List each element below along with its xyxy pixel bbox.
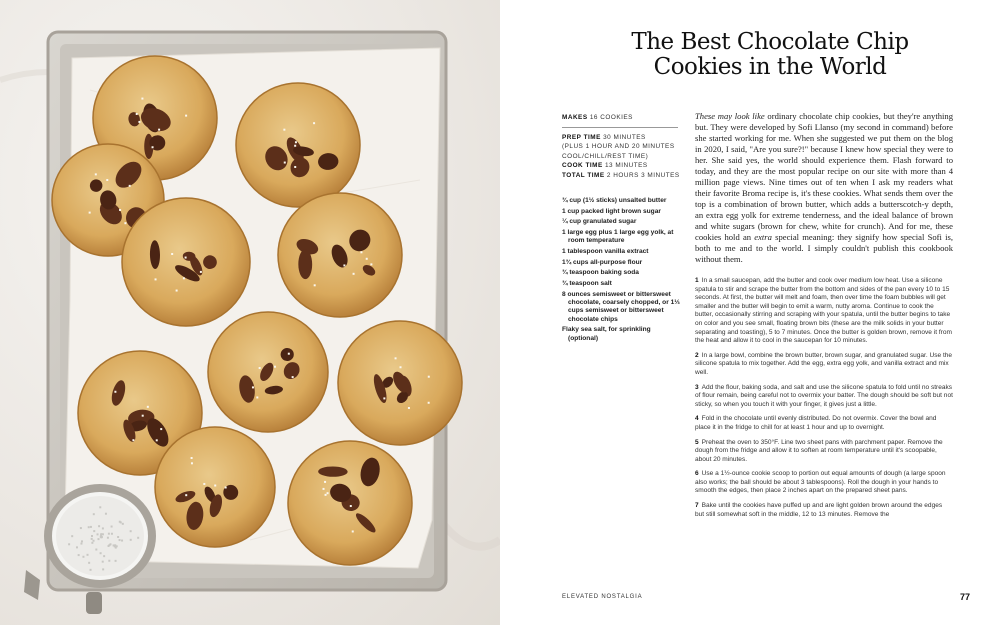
recipe-title-line-2: Cookies in the World bbox=[653, 54, 887, 80]
sea-salt-flake bbox=[352, 530, 354, 532]
sea-salt-flake bbox=[283, 129, 285, 131]
salt-fleck bbox=[108, 533, 110, 535]
sea-salt-flake bbox=[191, 457, 193, 459]
step-5 bbox=[695, 439, 953, 465]
step-7 bbox=[695, 502, 953, 519]
sea-salt-flake bbox=[124, 222, 126, 224]
salt-fleck bbox=[93, 530, 95, 532]
sea-salt-flake bbox=[183, 277, 185, 279]
cookie bbox=[278, 193, 402, 317]
salt-fleck bbox=[97, 533, 99, 535]
sea-salt-flake bbox=[400, 366, 402, 368]
salt-fleck bbox=[88, 526, 90, 528]
sea-salt-flake bbox=[314, 284, 316, 286]
salt-fleck bbox=[80, 543, 82, 545]
sea-salt-flake bbox=[160, 428, 162, 430]
sea-salt-flake bbox=[203, 483, 205, 485]
salt-fleck bbox=[111, 526, 113, 528]
prep-time-label: PREP TIME bbox=[562, 133, 601, 141]
prep-time-value: 30 MINUTES bbox=[603, 133, 646, 141]
step-number: 2 bbox=[695, 351, 699, 359]
salt-fleck bbox=[98, 525, 100, 527]
sea-salt-flake bbox=[408, 407, 410, 409]
ingredient-item: 1 cup packed light brown sugar bbox=[562, 207, 661, 215]
step-4 bbox=[695, 415, 953, 432]
salt-fleck bbox=[71, 535, 73, 537]
salt-fleck bbox=[90, 526, 92, 528]
ingredient-item: ¾ teaspoon baking soda bbox=[562, 269, 639, 277]
sea-salt-flake bbox=[119, 209, 121, 211]
salt-fleck bbox=[87, 554, 89, 556]
running-footer: ELEVATED NOSTALGIA bbox=[562, 594, 643, 600]
sea-salt-flake bbox=[185, 494, 187, 496]
step-3 bbox=[695, 384, 953, 410]
ingredient-item: Flaky sea salt, for sprinkling (optional) bbox=[562, 326, 651, 342]
ingredient-item: 1¾ cups all-purpose flour bbox=[562, 258, 643, 266]
sea-salt-flake bbox=[259, 367, 261, 369]
sea-salt-flake bbox=[156, 439, 158, 441]
sea-salt-flake bbox=[147, 406, 149, 408]
sea-salt-flake bbox=[294, 166, 296, 168]
sea-salt-flake bbox=[95, 173, 97, 175]
step-text: In a large bowl, combine the brown butter, brown sugar, and granulated sugar. Use the silicone spatula to mix together. Add the egg, extra egg yolk, and vanilla extract and mix well. bbox=[695, 351, 953, 376]
cook-time-value: 13 MINUTES bbox=[605, 162, 648, 169]
cookie bbox=[236, 83, 360, 207]
sea-salt-flake bbox=[284, 162, 286, 164]
sea-salt-flake bbox=[171, 253, 173, 255]
ingredient-item: 8 ounces semisweet or bittersweet chocolate, coarsely chopped, or 1⅓ cups semisweet or bittersweet chocolate chips bbox=[562, 290, 680, 323]
sea-salt-flake bbox=[252, 386, 254, 388]
sea-salt-flake bbox=[323, 488, 325, 490]
sea-salt-flake bbox=[138, 121, 140, 123]
cookie bbox=[155, 427, 275, 547]
step-number: 6 bbox=[695, 470, 699, 478]
intro-lead: These may look like bbox=[695, 111, 765, 121]
salt-fleck bbox=[102, 568, 104, 570]
salt-fleck bbox=[115, 560, 117, 562]
sea-salt-flake bbox=[141, 98, 143, 100]
salt-fleck bbox=[130, 530, 132, 532]
sea-salt-flake bbox=[324, 481, 326, 483]
step-number: 7 bbox=[695, 502, 699, 510]
total-time-value: 2 HOURS 3 MINUTES bbox=[606, 171, 680, 179]
sea-salt-flake bbox=[200, 271, 202, 273]
recipe-page bbox=[500, 0, 1000, 625]
step-text: Add the flour, baking soda, and salt and use the silicone spatula to fold until no streaks of flour remain, being careful not to overmix your batter. The dough should be soft but not sticky, so when you touch it with your finger, it gives just a little. bbox=[695, 383, 953, 408]
salt-fleck bbox=[91, 542, 93, 544]
salt-fleck bbox=[102, 561, 104, 563]
step-2 bbox=[695, 352, 953, 378]
salt-fleck bbox=[130, 539, 132, 541]
cookie bbox=[122, 198, 250, 326]
salt-fleck bbox=[102, 527, 104, 529]
salt-fleck bbox=[91, 538, 93, 540]
salt-fleck bbox=[137, 537, 139, 539]
salt-fleck bbox=[102, 533, 104, 535]
sea-salt-flake bbox=[256, 396, 258, 398]
sea-salt-flake bbox=[360, 251, 362, 253]
step-text: Use a 1½-ounce cookie scoop to portion out equal amounts of dough (a large spoon also works; the ball should be about 3 tablespoons). Roll the dough in your hands to smooth the edges, then place 2 inches apart on the prepared sheet pans. bbox=[695, 470, 946, 495]
meta-divider bbox=[562, 127, 678, 128]
step-1 bbox=[695, 277, 953, 346]
sea-salt-flake bbox=[158, 129, 160, 131]
salt-fleck bbox=[107, 537, 109, 539]
salt-fleck bbox=[122, 523, 124, 525]
step-6 bbox=[695, 470, 953, 496]
sea-salt-flake bbox=[428, 402, 430, 404]
sea-salt-flake bbox=[152, 146, 154, 148]
total-time-label: TOTAL TIME bbox=[562, 171, 605, 179]
recipe-meta bbox=[562, 113, 678, 180]
cookie bbox=[288, 441, 412, 565]
sea-salt-flake bbox=[274, 366, 276, 368]
sea-salt-flake bbox=[288, 353, 290, 355]
method-steps bbox=[695, 277, 953, 525]
salt-fleck bbox=[99, 506, 101, 508]
prep-time-note-1: (PLUS 1 HOUR AND 20 MINUTES bbox=[562, 143, 675, 150]
ingredient-item: ¼ cup granulated sugar bbox=[562, 218, 637, 226]
salt-fleck bbox=[105, 513, 107, 515]
salt-fleck bbox=[116, 545, 118, 547]
sea-salt-flake bbox=[185, 257, 187, 259]
salt-fleck bbox=[119, 539, 121, 541]
intro-text: ordinary chocolate chip cookies, but they're anything but. They were developed by Sofi Llanso (my second in command) before she started working for me. When she suggested we put them on the blog in 2020, I said, "Are you sure?!" because I knew how special they were to her. She said yes, the world should experience them. Flash forward to today, and they are the most popular recipe on our site with more than 4 million page views. Nine times out of ten when I ask my readers what their favorite Broma recipe is, it's these cookies. What sends them over the top is a combination of brown butter, which adds a butterscotch-y depth, an extra egg yolk for extreme tenderness, and the ideal balance of brown and white sugars (brown for chew, white for crunch). And for me, these cookies hold an bbox=[695, 111, 953, 242]
salt-fleck bbox=[108, 544, 110, 546]
ingredient-item: 1 tablespoon vanilla extract bbox=[562, 248, 649, 256]
sea-salt-flake bbox=[114, 391, 116, 393]
sea-salt-flake bbox=[428, 376, 430, 378]
ingredient-item: ¾ cup (1½ sticks) unsalted butter bbox=[562, 197, 667, 204]
intro-end: special meaning: they signify how special Sofi is, both to me and to the world. I simply couldn't publish this cookbook without them. bbox=[695, 232, 954, 264]
step-text: In a small saucepan, add the butter and cook over medium low heat. Use a silicone spatula to stir and scrape the butter from the bottom and sides of the pan every 10 to 15 seconds. At first, the butter will melt and foam, then over time the foam bubbles will get smaller and the butter will begin to emit a warm, nutty aroma. Continue to cook the butter, occasionally stirring and scraping with your spatula, until the butter begins to take on color and you see small, floating brown bits (these are the milk solids in your butter separating and toasting), 5 to 7 minutes. Once the butter is golden brown, remove it from the heat and allow it to cool in the saucepan for 10 minutes. bbox=[695, 277, 952, 345]
salt-fleck bbox=[88, 562, 90, 564]
cookie bbox=[338, 321, 462, 445]
sea-salt-flake bbox=[176, 290, 178, 292]
sea-salt-flake bbox=[366, 258, 368, 260]
salt-fleck bbox=[100, 536, 102, 538]
salt-fleck bbox=[119, 521, 121, 523]
salt-fleck bbox=[108, 560, 110, 562]
sea-salt-flake bbox=[136, 113, 138, 115]
step-text: Fold in the chocolate until evenly distributed. Do not overmix. Cover the bowl and place it in the fridge to chill for at least 1 hour and up to overnight. bbox=[695, 415, 937, 431]
sea-salt-flake bbox=[294, 145, 296, 147]
salt-fleck bbox=[93, 540, 95, 542]
sea-salt-flake bbox=[129, 185, 131, 187]
sea-salt-flake bbox=[327, 492, 329, 494]
makes-value: 16 COOKIES bbox=[589, 114, 633, 121]
intro-paragraph bbox=[695, 111, 953, 265]
step-number: 3 bbox=[695, 383, 699, 391]
sea-salt-flake bbox=[313, 122, 315, 124]
step-number: 1 bbox=[695, 277, 699, 284]
sea-salt-flake bbox=[132, 439, 134, 441]
salt-fleck bbox=[78, 554, 80, 556]
makes-label: MAKES bbox=[562, 114, 588, 121]
intro-emphasis: extra bbox=[754, 232, 772, 242]
sea-salt-flake bbox=[295, 141, 297, 143]
salt-cup bbox=[24, 484, 156, 614]
sea-salt-flake bbox=[142, 415, 144, 417]
salt-fleck bbox=[91, 535, 93, 537]
salt-fleck bbox=[68, 543, 70, 545]
salt-fleck bbox=[111, 533, 113, 535]
salt-fleck bbox=[100, 552, 102, 554]
sea-salt-flake bbox=[325, 494, 327, 496]
step-text: Bake until the cookies have puffed up and are light golden brown around the edges but still somewhat soft in the middle, 12 to 13 minutes. Remove the bbox=[695, 502, 943, 518]
ingredient-item: ¾ teaspoon salt bbox=[562, 280, 612, 288]
ingredient-item: 1 large egg plus 1 large egg yolk, at room temperature bbox=[562, 229, 674, 245]
salt-fleck bbox=[82, 556, 84, 558]
cook-time-label: COOK TIME bbox=[562, 162, 603, 169]
sea-salt-flake bbox=[214, 485, 216, 487]
salt-fleck bbox=[95, 549, 97, 551]
ingredients-list bbox=[562, 197, 682, 345]
salt-fleck bbox=[121, 540, 123, 542]
sea-salt-flake bbox=[343, 264, 345, 266]
recipe-title bbox=[620, 30, 920, 80]
sea-salt-flake bbox=[185, 115, 187, 117]
sea-salt-flake bbox=[353, 273, 355, 275]
sea-salt-flake bbox=[292, 376, 294, 378]
salt-fleck bbox=[117, 536, 119, 538]
sea-salt-flake bbox=[350, 505, 352, 507]
step-number: 5 bbox=[695, 438, 699, 446]
salt-fleck bbox=[93, 513, 95, 515]
salt-fleck bbox=[81, 540, 83, 542]
salt-fleck bbox=[90, 569, 92, 571]
sea-salt-flake bbox=[225, 486, 227, 488]
sea-salt-flake bbox=[155, 278, 157, 280]
page-number: 77 bbox=[960, 592, 971, 602]
step-text: Preheat the oven to 350°F. Line two sheet pans with parchment paper. Remove the dough from the fridge and allow it to soften at room temperature until it's scoopable, about 20 minutes. bbox=[695, 438, 943, 463]
recipe-title-line-1: The Best Chocolate Chip bbox=[631, 29, 909, 55]
salt-fleck bbox=[103, 555, 105, 557]
salt-fleck bbox=[97, 538, 99, 540]
prep-time-note-2: COOL/CHILL/REST TIME) bbox=[562, 152, 649, 160]
sea-salt-flake bbox=[106, 179, 108, 181]
step-number: 4 bbox=[695, 415, 699, 423]
salt-fleck bbox=[76, 546, 78, 548]
salt-fleck bbox=[80, 527, 82, 529]
sea-salt-flake bbox=[383, 397, 385, 399]
sea-salt-flake bbox=[89, 212, 91, 214]
sea-salt-flake bbox=[191, 462, 193, 464]
cookie bbox=[208, 312, 328, 432]
sea-salt-flake bbox=[395, 357, 397, 359]
sea-salt-flake bbox=[370, 263, 372, 265]
